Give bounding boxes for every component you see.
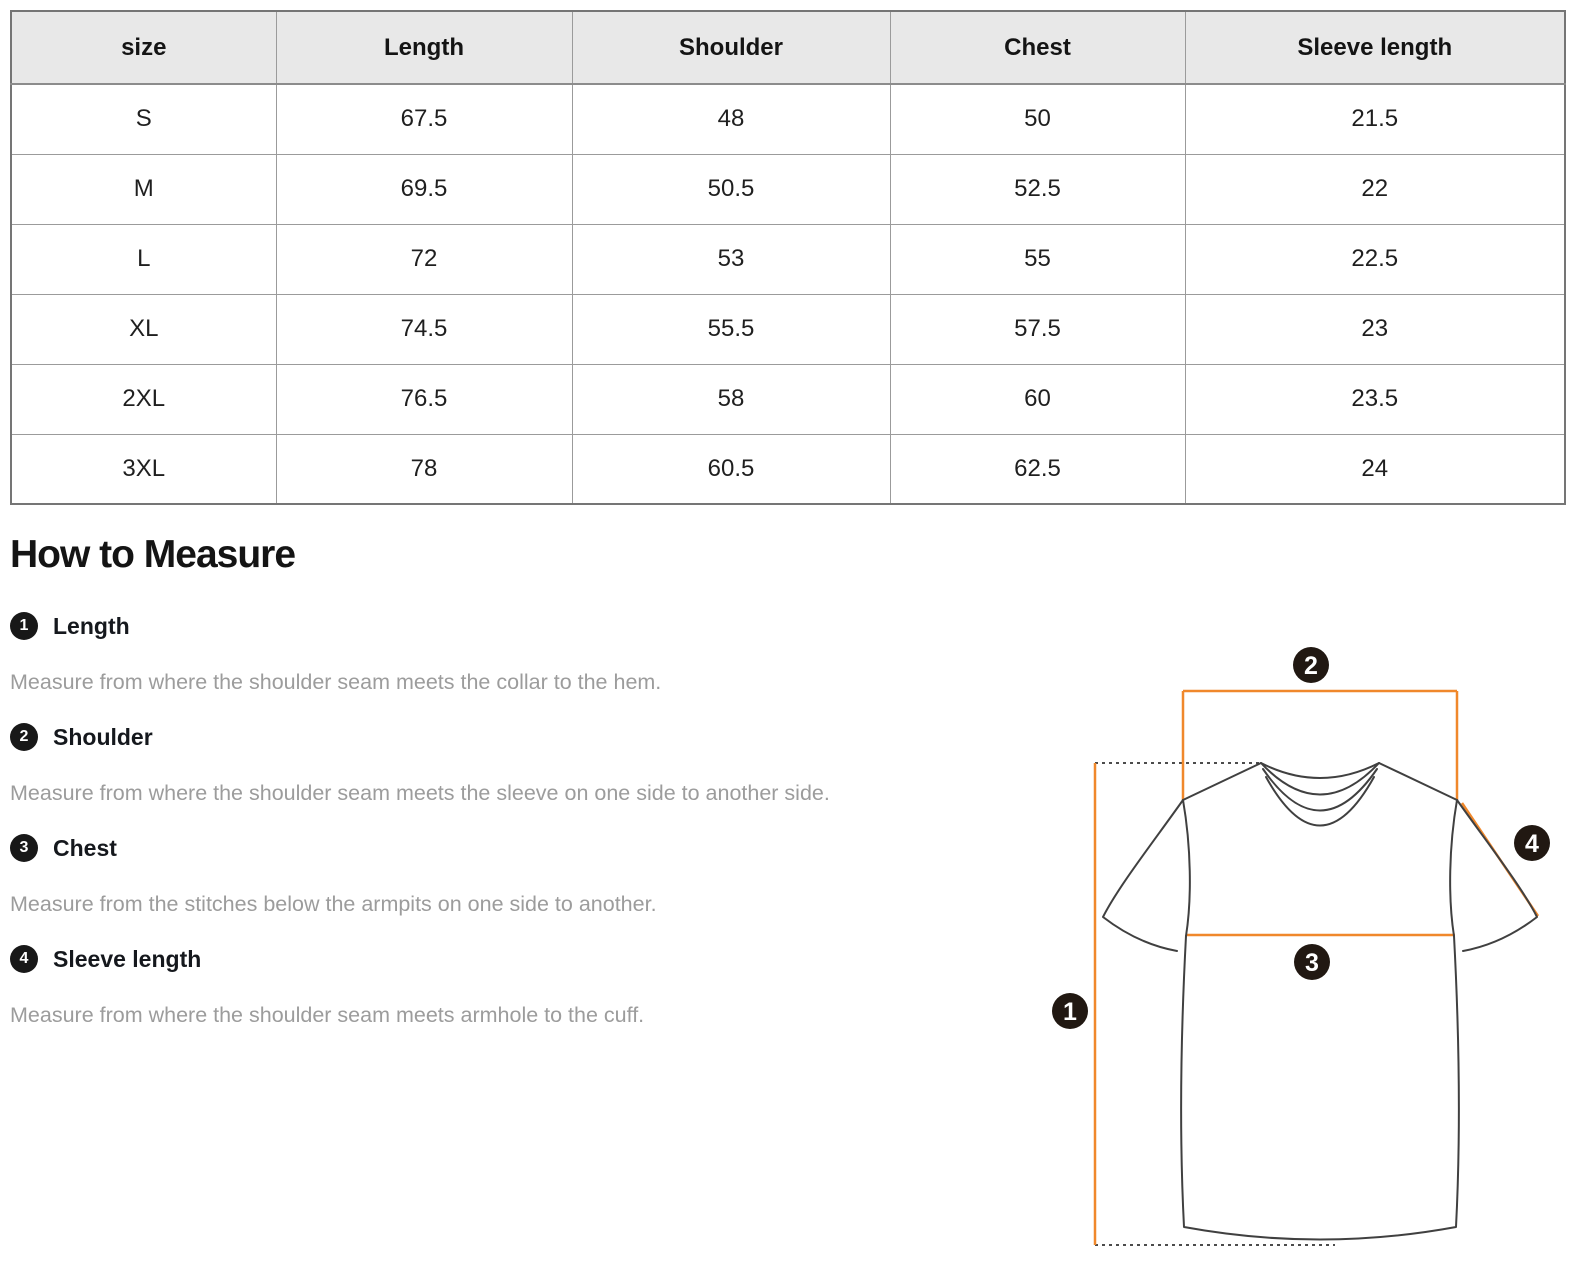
length-cell: 69.5: [276, 154, 572, 224]
measure-item-shoulder: [10, 723, 1010, 751]
sleeve-cell: 23.5: [1185, 364, 1565, 434]
svg-text:4: 4: [1525, 830, 1539, 858]
shoulder-cell: 60.5: [572, 434, 890, 504]
sleeve-cell: 23: [1185, 294, 1565, 364]
measure-item-chest: [10, 834, 1010, 862]
length-cell: 78: [276, 434, 572, 504]
column-header-length: Length: [276, 11, 572, 84]
table-header-row: [11, 11, 1565, 84]
table-row: [11, 434, 1565, 504]
shoulder-cell: 53: [572, 224, 890, 294]
chest-cell: 50: [890, 84, 1185, 154]
body-outline: [1181, 936, 1459, 1240]
size-cell: L: [11, 224, 276, 294]
diagram-badge-4: [1514, 825, 1550, 861]
svg-text:1: 1: [1063, 998, 1077, 1026]
collar-front-line: [1266, 777, 1374, 826]
size-cell: S: [11, 84, 276, 154]
length-cell: 74.5: [276, 294, 572, 364]
measure-step-2-badge: 2: [10, 723, 38, 751]
measure-step-4-badge: 4: [10, 945, 38, 973]
diagram-badge-1: [1052, 993, 1088, 1029]
sleeve-cell: 21.5: [1185, 84, 1565, 154]
measure-item-label: Shoulder: [53, 723, 153, 750]
length-cell: 67.5: [276, 84, 572, 154]
measure-item-length: [10, 612, 1010, 640]
shoulder-cell: 48: [572, 84, 890, 154]
column-header-sleeve-length: Sleeve length: [1185, 11, 1565, 84]
table-row: [11, 84, 1565, 154]
diagram-badge-3: [1294, 944, 1330, 980]
measure-item-label: Chest: [53, 834, 117, 861]
right-sleeve-outer: [1457, 800, 1537, 951]
measure-item-label: Sleeve length: [53, 945, 202, 972]
length-cell: 76.5: [276, 364, 572, 434]
table-row: [11, 294, 1565, 364]
collar-rib-line: [1263, 769, 1377, 811]
shoulder-cell: 50.5: [572, 154, 890, 224]
how-to-measure-title: How to Measure: [10, 533, 296, 576]
shoulder-cell: 58: [572, 364, 890, 434]
diagram-badges: [1052, 647, 1550, 1029]
sleeve-cell: 22.5: [1185, 224, 1565, 294]
left-sleeve-outer: [1103, 800, 1183, 951]
svg-text:2: 2: [1304, 652, 1318, 680]
svg-text:3: 3: [1305, 949, 1319, 977]
column-header-shoulder: Shoulder: [572, 11, 890, 84]
sleeve-cell: 22: [1185, 154, 1565, 224]
measure-item-label: Length: [53, 612, 130, 639]
measure-instruction-list: [10, 612, 1010, 1056]
tshirt-outline: [1103, 763, 1537, 1240]
measure-item-description: Measure from the stitches below the armpits on one side to another.: [10, 892, 657, 916]
measure-item-description: Measure from where the shoulder seam meets the sleeve on one side to another side.: [10, 781, 830, 805]
measure-item-sleeve-length: [10, 945, 1010, 973]
left-armhole-seam: [1183, 800, 1190, 936]
chest-cell: 55: [890, 224, 1185, 294]
shoulder-cell: 55.5: [572, 294, 890, 364]
shoulder-measure-line: [1183, 691, 1457, 800]
column-header-size: size: [11, 11, 276, 84]
diagram-badge-2: [1293, 647, 1329, 683]
measure-step-3-badge: 3: [10, 834, 38, 862]
size-cell: XL: [11, 294, 276, 364]
sleeve-cell: 24: [1185, 434, 1565, 504]
measure-step-1-badge: 1: [10, 612, 38, 640]
length-cell: 72: [276, 224, 572, 294]
table-row: [11, 364, 1565, 434]
size-cell: M: [11, 154, 276, 224]
chest-cell: 57.5: [890, 294, 1185, 364]
table-row: [11, 154, 1565, 224]
chest-cell: 52.5: [890, 154, 1185, 224]
chest-cell: 62.5: [890, 434, 1185, 504]
column-header-chest: Chest: [890, 11, 1185, 84]
measure-item-description: Measure from where the shoulder seam meets the collar to the hem.: [10, 670, 662, 694]
table-row: [11, 224, 1565, 294]
tshirt-measurement-diagram: [1050, 630, 1560, 1275]
measure-item-description: Measure from where the shoulder seam meets armhole to the cuff.: [10, 1003, 645, 1027]
collar-back-line: [1261, 763, 1379, 778]
size-chart-table: [10, 10, 1566, 505]
size-cell: 3XL: [11, 434, 276, 504]
size-cell: 2XL: [11, 364, 276, 434]
chest-cell: 60: [890, 364, 1185, 434]
right-armhole-seam: [1450, 800, 1457, 936]
